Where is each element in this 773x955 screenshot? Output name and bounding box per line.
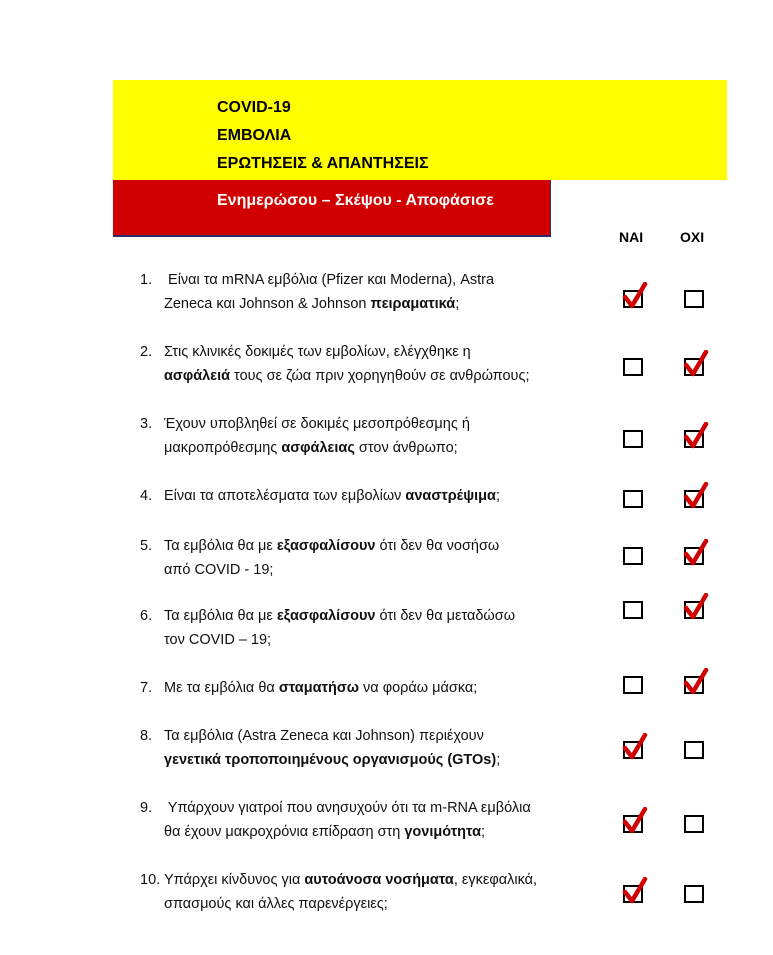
question-text: από COVID - 19; (164, 562, 274, 578)
checkbox-yes[interactable] (623, 885, 643, 903)
question-item (140, 268, 600, 316)
checkbox-no[interactable] (684, 741, 704, 759)
question-keyword: εξασφαλίσουν (276, 538, 376, 554)
question-keyword: εξασφαλίσουν (276, 608, 376, 624)
question-text: ότι δεν θα μεταδώσω (375, 608, 516, 624)
question-item (140, 868, 600, 916)
question-keyword: ασφάλειας (281, 440, 355, 456)
question-keyword: αυτοάνοσα νοσήματα (304, 872, 454, 888)
question-number: 1. (140, 272, 153, 288)
slogan-text: Ενημερώσου – Σκέψου - Αποφάσισε (217, 192, 494, 209)
question-text: Έχουν υποβληθεί σε δοκιμές μεσοπρόθεσμης ή (164, 416, 470, 432)
checkmark-icon (683, 350, 709, 378)
question-item (140, 724, 600, 772)
question-keyword: πειραματικά (370, 296, 456, 312)
question-text: ; (455, 296, 460, 312)
question-number: 5. (140, 538, 153, 554)
checkmark-icon (622, 807, 648, 835)
question-text: Τα εμβόλια θα με (164, 608, 277, 624)
checkbox-no[interactable] (684, 815, 704, 833)
question-item (140, 484, 600, 508)
checkbox-yes[interactable] (623, 547, 643, 565)
checkbox-yes[interactable] (623, 815, 643, 833)
question-keyword: αναστρέψιμα (405, 488, 496, 504)
question-text: Zeneca και Johnson & Johnson (164, 296, 371, 312)
title-line-2: ΕΜΒΟΛΙΑ (217, 127, 292, 144)
checkbox-no[interactable] (684, 290, 704, 308)
question-text: να φοράω μάσκα; (359, 680, 478, 696)
checkmark-icon (683, 668, 709, 696)
question-keyword: γονιμότητα (404, 824, 482, 840)
question-text: θα έχουν μακροχρόνια επίδραση στη (164, 824, 405, 840)
header-title (217, 94, 429, 178)
checkmark-icon (683, 482, 709, 510)
checkbox-yes[interactable] (623, 676, 643, 694)
question-text: Υπάρχουν γιατροί που ανησυχούν ότι τα m-RNA εμβόλια (164, 800, 531, 816)
checkmark-icon (622, 282, 648, 310)
question-text: , εγκεφαλικά, (453, 872, 538, 888)
question-text: ; (481, 824, 486, 840)
checkbox-no[interactable] (684, 430, 704, 448)
column-header-no: ΟΧΙ (680, 229, 705, 245)
checkbox-yes[interactable] (623, 741, 643, 759)
checkmark-icon (683, 422, 709, 450)
checkbox-yes[interactable] (623, 290, 643, 308)
checkbox-yes[interactable] (623, 430, 643, 448)
question-text: Τα εμβόλια θα με (164, 538, 277, 554)
question-text: ότι δεν θα νοσήσω (375, 538, 500, 554)
question-text: τον COVID – 19; (164, 632, 272, 648)
checkmark-icon (683, 539, 709, 567)
question-number: 8. (140, 728, 153, 744)
question-text: ; (496, 752, 501, 768)
checkbox-no[interactable] (684, 358, 704, 376)
question-text: τους σε ζώα πριν χορηγηθούν σε ανθρώπους; (230, 368, 530, 384)
title-line-3: ΕΡΩΤΗΣΕΙΣ & ΑΠΑΝΤΗΣΕΙΣ (217, 155, 429, 172)
question-item (140, 676, 600, 700)
question-item (140, 340, 600, 388)
checkmark-icon (683, 593, 709, 621)
checkbox-no[interactable] (684, 601, 704, 619)
column-header-yes: ΝΑΙ (619, 229, 644, 245)
checkbox-no[interactable] (684, 676, 704, 694)
question-text: ; (495, 488, 500, 504)
question-text: Με τα εμβόλια θα (164, 680, 279, 696)
checkbox-no[interactable] (684, 885, 704, 903)
question-number: 7. (140, 680, 153, 696)
question-item (140, 604, 600, 652)
question-text: μακροπρόθεσμης (164, 440, 282, 456)
title-line-1: COVID-19 (217, 99, 291, 116)
question-number: 10. (140, 872, 161, 888)
question-text: Στις κλινικές δοκιμές των εμβολίων, ελέγχθηκε η (164, 344, 471, 360)
question-text: Είναι τα mRNA εμβόλια (Pfizer και Moderna), Astra (164, 272, 495, 288)
question-text: στον άνθρωπο; (354, 440, 458, 456)
question-number: 2. (140, 344, 153, 360)
question-item (140, 534, 600, 582)
checkbox-no[interactable] (684, 547, 704, 565)
question-text: σπασμούς και άλλες παρενέργειες; (164, 896, 388, 912)
header-banner (113, 80, 727, 180)
checkbox-yes[interactable] (623, 358, 643, 376)
question-text: Είναι τα αποτελέσματα των εμβολίων (164, 488, 406, 504)
checkmark-icon (622, 733, 648, 761)
question-number: 3. (140, 416, 153, 432)
question-number: 9. (140, 800, 153, 816)
checkbox-yes[interactable] (623, 601, 643, 619)
question-number: 4. (140, 488, 153, 504)
checkbox-no[interactable] (684, 490, 704, 508)
slogan-banner (113, 180, 551, 237)
question-text: Υπάρχει κίνδυνος για (164, 872, 305, 888)
question-keyword: ασφάλειά (164, 368, 231, 384)
question-text: Τα εμβόλια (Astra Zeneca και Johnson) περιέχουν (164, 728, 484, 744)
checkbox-yes[interactable] (623, 490, 643, 508)
checkmark-icon (622, 877, 648, 905)
question-keyword: σταματήσω (278, 680, 359, 696)
question-item (140, 796, 600, 844)
question-keyword: γενετικά τροποποιημένους οργανισμούς (GTOs) (164, 752, 497, 768)
question-item (140, 412, 600, 460)
question-number: 6. (140, 608, 153, 624)
